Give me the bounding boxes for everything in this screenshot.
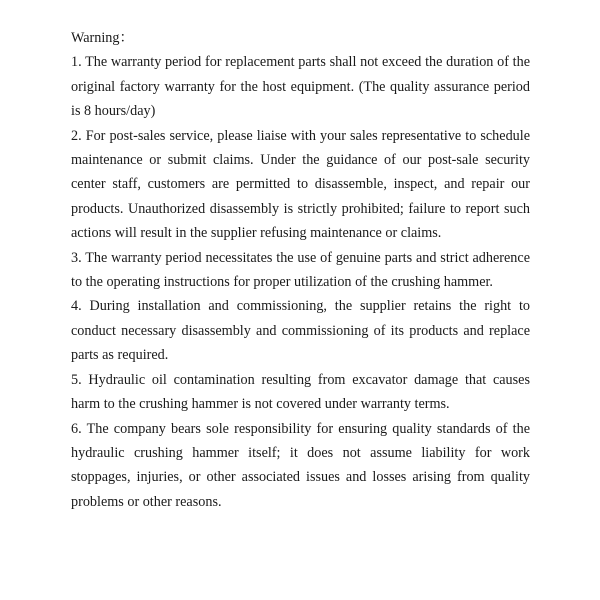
warning-item-3: 3. The warranty period necessitates the use of genuine parts and strict adherence to the operating instructions for proper utilization of the crushing hammer. [71, 249, 530, 291]
warning-item-1: 1. The warranty period for replacement parts shall not exceed the duration of the original factory warranty for the host equipment. (The quality assurance period is 8 hours/day) [71, 54, 530, 120]
warning-heading: Warning： [71, 30, 134, 46]
warning-item-2: 2. For post-sales service, please liaise with your sales representative to schedule maintenance or submit claims. Under the guidance of our post-sale security center staff, customers are permitted to disassemble, inspect, and repair our products. Unauthorized disassembly is strictly prohibited; failure to report such actions will result in the supplier refusing maintenance or claims. [71, 127, 530, 242]
warning-item-5: 5. Hydraulic oil contamination resulting from excavator damage that causes harm to the crushing hammer is not covered under warranty terms. [71, 371, 530, 413]
warranty-warning-document [71, 26, 530, 514]
warning-item-6: 6. The company bears sole responsibility for ensuring quality standards of the hydraulic crushing hammer itself; it does not assume liability for work stoppages, injuries, or other associated issues and losses arising from quality problems or other reasons. [71, 420, 530, 510]
warning-item-4: 4. During installation and commissioning, the supplier retains the right to conduct necessary disassembly and commissioning of its products and replace parts as required. [71, 298, 530, 364]
